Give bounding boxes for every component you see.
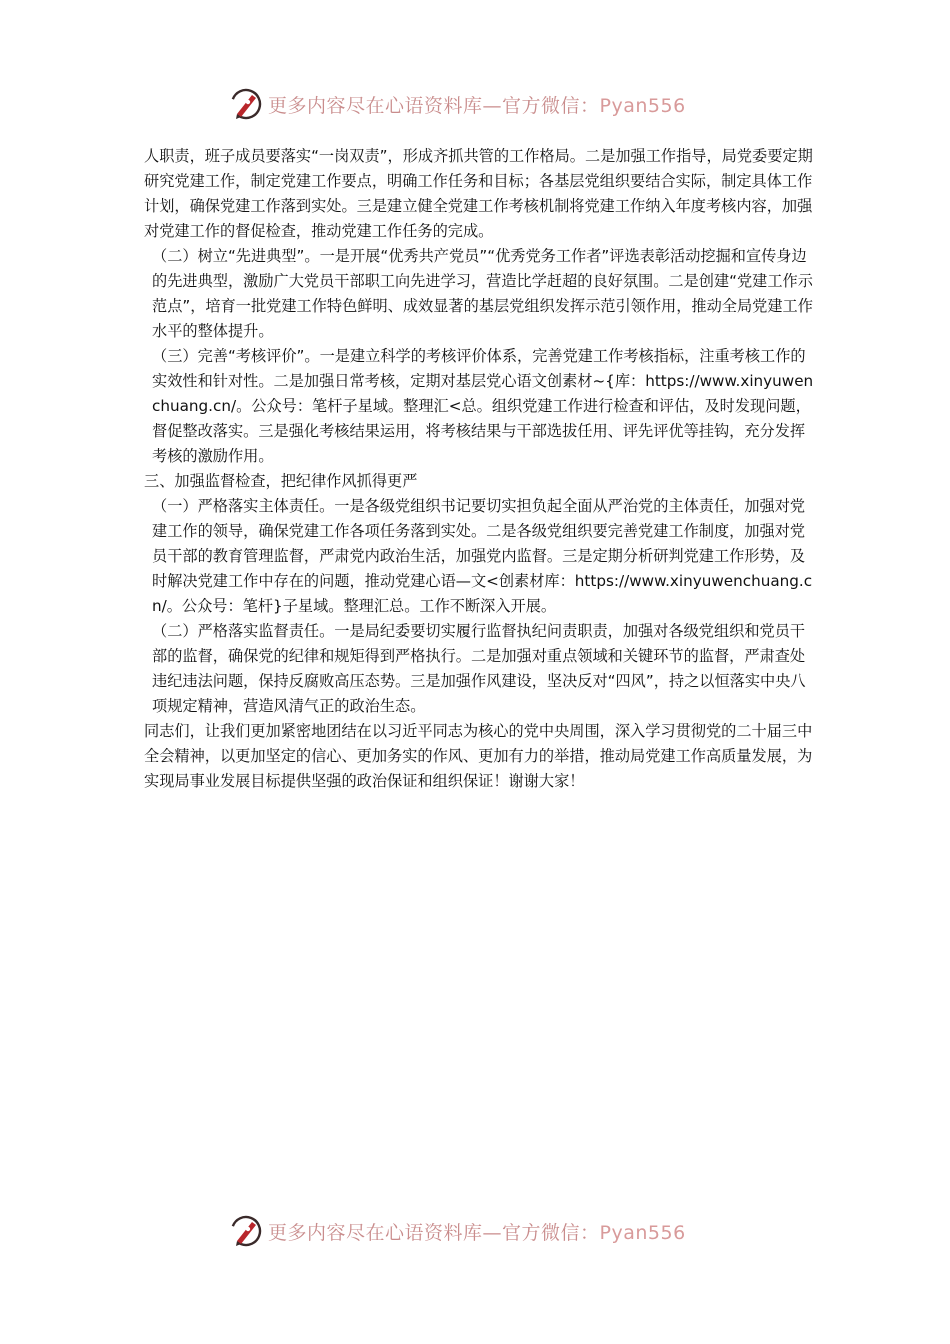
header-handle: Pyan556 xyxy=(599,94,686,117)
footer-text xyxy=(268,1218,686,1245)
pen-circle-logo-icon xyxy=(228,1213,264,1249)
header-title: 更多内容尽在心语资料库—官方微信： xyxy=(268,94,600,117)
header-banner xyxy=(228,84,728,124)
paragraph-2: （二）树立“先进典型”。一是开展“优秀共产党员”“优秀党务工作者”评选表彰活动挖掘和宣传身边的先进典型，激励广大党员干部职工向先进学习，营造比学赶超的良好氛围。二是创建“党建工作示范点”，培育一批党建工作特色鲜明、成效显著的基层党组织发挥示范引领作用，推动全局党建工作水平的整体提升。 xyxy=(152,247,813,340)
section-heading: 三、加强监督检查，把纪律作风抓得更严 xyxy=(144,472,418,490)
paragraph-4: （一）严格落实主体责任。一是各级党组织书记要切实担负起全面从严治党的主体责任，加强对党建工作的领导，确保党建工作各项任务落到实处。二是各级党组织要完善党建工作制度，加强对党员干部的教育管理监督，严肃党内政治生活，加强党内监督。三是定期分析研判党建工作形势，及时解决党建工作中存在的问题，推动党建心语—文<创素材库：https://www.xinyuwenchuang.cn/。公众号：笔杆}子星域。整理汇总。工作不断深入开展。 xyxy=(152,497,813,615)
closing-paragraph: 同志们，让我们更加紧密地团结在以习近平同志为核心的党中央周围，深入学习贯彻党的二十届三中全会精神，以更加坚定的信心、更加务实的作风、更加有力的举措，推动局党建工作高质量发展，为实现局事业发展目标提供坚强的政治保证和组织保证！谢谢大家！ xyxy=(144,722,813,790)
document-body xyxy=(144,144,814,794)
footer-banner xyxy=(228,1211,728,1251)
paragraph-1: 人职责，班子成员要落实“一岗双责”，形成齐抓共管的工作格局。二是加强工作指导，局党委要定期研究党建工作，制定党建工作要点，明确工作任务和目标；各基层党组织要结合实际，制定具体工作计划，确保党建工作落到实处。三是建立健全党建工作考核机制将党建工作纳入年度考核内容，加强对党建工作的督促检查，推动党建工作任务的完成。 xyxy=(144,147,813,240)
paragraph-3: （三）完善“考核评价”。一是建立科学的考核评价体系，完善党建工作考核指标，注重考核工作的实效性和针对性。二是加强日常考核，定期对基层党心语文创素材~{库：https://www.xinyuwenchuang.cn/。公众号：笔杆子星域。整理汇<总。组织党建工作进行检查和评估，及时发现问题，督促整改落实。三是强化考核结果运用，将考核结果与干部选拔任用、评先评优等挂钩，充分发挥考核的激励作用。 xyxy=(152,347,814,465)
footer-handle: Pyan556 xyxy=(599,1221,686,1244)
footer-title: 更多内容尽在心语资料库—官方微信： xyxy=(268,1221,600,1244)
pen-circle-logo-icon xyxy=(228,86,264,122)
paragraph-5: （二）严格落实监督责任。一是局纪委要切实履行监督执纪问责职责，加强对各级党组织和党员干部的监督，确保党的纪律和规矩得到严格执行。二是加强对重点领域和关键环节的监督，严肃查处违纪违法问题，保持反腐败高压态势。三是加强作风建设，坚决反对“四风”，持之以恒落实中央八项规定精神，营造风清气正的政治生态。 xyxy=(152,622,806,715)
header-text xyxy=(268,91,686,118)
